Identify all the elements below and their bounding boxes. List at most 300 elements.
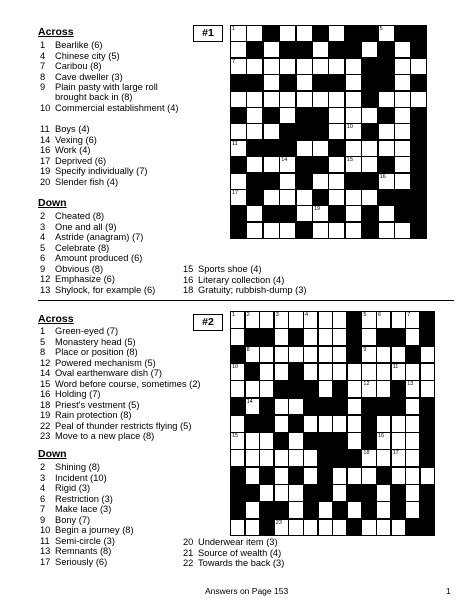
grid-cell[interactable]: [312, 41, 329, 58]
grid-cell[interactable]: [230, 380, 245, 398]
black-square: [246, 41, 263, 58]
grid-cell[interactable]: [259, 380, 274, 398]
grid-cell[interactable]: [405, 415, 420, 433]
grid-cell[interactable]: [391, 432, 406, 450]
clue-text: Underwear item (3): [198, 537, 278, 547]
grid-cell[interactable]: [328, 123, 345, 140]
grid-cell[interactable]: [303, 467, 318, 485]
grid-cell[interactable]: [405, 432, 420, 450]
grid-cell[interactable]: [245, 432, 260, 450]
black-square: [303, 484, 318, 502]
black-square: [361, 484, 376, 502]
grid-cell[interactable]: [420, 363, 435, 381]
grid-cell[interactable]: [230, 25, 247, 42]
grid-cell[interactable]: [274, 415, 289, 433]
grid-cell[interactable]: [328, 58, 345, 75]
grid-cell[interactable]: [288, 311, 303, 329]
clue-number: 20: [183, 537, 194, 547]
grid-cell[interactable]: [288, 484, 303, 502]
clue: [40, 72, 190, 82]
black-square: [288, 380, 303, 398]
clue: [40, 494, 220, 504]
crossword-grid[interactable]: [230, 311, 434, 536]
grid-cell[interactable]: [376, 415, 391, 433]
grid-cell[interactable]: [328, 222, 345, 239]
grid-cell[interactable]: [318, 380, 333, 398]
black-square: [394, 25, 411, 42]
grid-cell[interactable]: [391, 415, 406, 433]
grid-cell[interactable]: [332, 519, 347, 537]
grid-cell[interactable]: [361, 519, 376, 537]
grid-cell[interactable]: [259, 484, 274, 502]
grid-cell[interactable]: [274, 519, 289, 537]
grid-cell[interactable]: [378, 205, 395, 222]
grid-cell[interactable]: [376, 311, 391, 329]
grid-cell[interactable]: [361, 346, 376, 364]
grid-cell[interactable]: [394, 173, 411, 190]
grid-cell[interactable]: [394, 123, 411, 140]
cell-number: 16: [378, 433, 385, 440]
clue-text: Literary collection (4): [198, 274, 285, 285]
grid-cell[interactable]: [274, 311, 289, 329]
grid-cell[interactable]: [318, 346, 333, 364]
black-square: [361, 501, 376, 519]
grid-cell[interactable]: [246, 205, 263, 222]
grid-cell[interactable]: [303, 328, 318, 346]
clue: [40, 40, 190, 50]
grid-cell[interactable]: [279, 156, 296, 173]
grid-cell[interactable]: [230, 519, 245, 537]
grid-cell[interactable]: [332, 311, 347, 329]
grid-cell[interactable]: [245, 501, 260, 519]
grid-cell[interactable]: [410, 58, 427, 75]
black-square: [230, 222, 247, 239]
grid-cell[interactable]: [394, 91, 411, 108]
grid-cell[interactable]: [296, 25, 313, 42]
grid-cell[interactable]: [332, 346, 347, 364]
grid-cell[interactable]: [246, 91, 263, 108]
grid-cell[interactable]: [420, 380, 435, 398]
grid-cell[interactable]: [318, 501, 333, 519]
grid-cell[interactable]: [288, 398, 303, 416]
grid-cell[interactable]: [312, 173, 329, 190]
clue: [183, 537, 378, 547]
grid-cell[interactable]: [332, 415, 347, 433]
grid-cell[interactable]: [263, 74, 280, 91]
clue-text: Vexing (6): [55, 134, 97, 145]
grid-cell[interactable]: [361, 189, 378, 206]
grid-cell[interactable]: [378, 25, 395, 42]
grid-cell[interactable]: [391, 519, 406, 537]
cell-number: 1: [232, 312, 236, 318]
grid-cell[interactable]: [345, 222, 362, 239]
grid-cell[interactable]: [296, 58, 313, 75]
grid-cell[interactable]: [274, 484, 289, 502]
black-square: [394, 205, 411, 222]
grid-cell[interactable]: [279, 25, 296, 42]
clue-number: 16: [40, 389, 51, 399]
clue-number: 12: [40, 274, 51, 284]
grid-cell[interactable]: [263, 41, 280, 58]
black-square: [263, 205, 280, 222]
grid-cell[interactable]: [345, 140, 362, 157]
grid-cell[interactable]: [347, 467, 362, 485]
grid-cell[interactable]: [361, 107, 378, 124]
grid-cell[interactable]: [274, 467, 289, 485]
black-square: [312, 189, 329, 206]
grid-cell[interactable]: [296, 205, 313, 222]
grid-cell[interactable]: [391, 363, 406, 381]
clue: [40, 400, 235, 410]
grid-cell[interactable]: [230, 415, 245, 433]
black-square: [279, 140, 296, 157]
grid-cell[interactable]: [405, 380, 420, 398]
clue: [40, 410, 235, 420]
clue-text: Commercial establishment (4): [55, 103, 179, 113]
grid-cell[interactable]: [345, 123, 362, 140]
black-square: [274, 501, 289, 519]
grid-cell[interactable]: [347, 415, 362, 433]
grid-cell[interactable]: [312, 140, 329, 157]
grid-cell[interactable]: [245, 519, 260, 537]
grid-cell[interactable]: [279, 91, 296, 108]
grid-cell[interactable]: [312, 91, 329, 108]
clue: [40, 253, 220, 263]
grid-cell[interactable]: [376, 519, 391, 537]
grid-cell[interactable]: [303, 311, 318, 329]
grid-cell[interactable]: [312, 222, 329, 239]
clue-number: 8: [40, 71, 46, 82]
grid-cell[interactable]: [288, 449, 303, 467]
clue-text: Towards the back (3): [198, 558, 285, 568]
grid-cell[interactable]: [376, 432, 391, 450]
grid-cell[interactable]: [376, 380, 391, 398]
clue-text: Powered mechanism (5): [55, 357, 156, 368]
grid-cell[interactable]: [318, 328, 333, 346]
grid-cell[interactable]: [391, 311, 406, 329]
clue-number: 6: [40, 493, 46, 504]
grid-cell[interactable]: [312, 205, 329, 222]
grid-cell[interactable]: [230, 432, 245, 450]
grid-cell[interactable]: [361, 140, 378, 157]
grid-cell[interactable]: [318, 311, 333, 329]
grid-cell[interactable]: [328, 107, 345, 124]
clue-text: Astride (anagram) (7): [55, 232, 144, 242]
grid-cell[interactable]: [405, 449, 420, 467]
grid-cell[interactable]: [263, 58, 280, 75]
grid-cell[interactable]: [328, 173, 345, 190]
grid-cell[interactable]: [245, 449, 260, 467]
grid-cell[interactable]: [296, 189, 313, 206]
black-square: [263, 25, 280, 42]
black-square: [279, 205, 296, 222]
cell-number: 9: [363, 346, 367, 353]
grid-cell[interactable]: [246, 58, 263, 75]
grid-cell[interactable]: [405, 363, 420, 381]
clue-number: 18: [40, 399, 51, 410]
grid-cell[interactable]: [245, 398, 260, 416]
grid-cell[interactable]: [230, 311, 245, 329]
cell-number: 5: [379, 26, 383, 32]
clue: [40, 431, 235, 441]
cell-number: 11: [392, 363, 399, 370]
grid-cell[interactable]: [274, 449, 289, 467]
grid-cell[interactable]: [288, 346, 303, 364]
grid-cell[interactable]: [279, 222, 296, 239]
grid-cell[interactable]: [361, 363, 376, 381]
grid-cell[interactable]: [288, 501, 303, 519]
page-number: 1: [446, 586, 451, 596]
grid-cell[interactable]: [405, 398, 420, 416]
grid-cell[interactable]: [296, 91, 313, 108]
grid-cell[interactable]: [420, 346, 435, 364]
grid-cell[interactable]: [263, 91, 280, 108]
grid-cell[interactable]: [259, 346, 274, 364]
grid-cell[interactable]: [263, 156, 280, 173]
black-square: [410, 222, 427, 239]
black-square: [296, 107, 313, 124]
grid-cell[interactable]: [303, 415, 318, 433]
grid-cell[interactable]: [347, 432, 362, 450]
grid-cell[interactable]: [394, 140, 411, 157]
grid-cell[interactable]: [288, 432, 303, 450]
black-square: [347, 328, 362, 346]
black-square: [230, 398, 245, 416]
clue: [40, 337, 235, 347]
grid-cell[interactable]: [245, 380, 260, 398]
clue-number: 7: [40, 504, 46, 514]
grid-cell[interactable]: [391, 346, 406, 364]
clue-number: 16: [183, 274, 194, 285]
grid-cell[interactable]: [376, 449, 391, 467]
grid-cell[interactable]: [246, 25, 263, 42]
clue-text: Begin a journey (8): [55, 525, 134, 535]
black-square: [410, 74, 427, 91]
grid-cell[interactable]: [332, 363, 347, 381]
grid-cell[interactable]: [345, 91, 362, 108]
grid-cell[interactable]: [274, 328, 289, 346]
clue: [40, 166, 190, 176]
clue-number: 22: [40, 420, 51, 431]
grid-cell[interactable]: [303, 519, 318, 537]
grid-cell[interactable]: [378, 222, 395, 239]
down-heading: Down: [38, 448, 67, 460]
grid-cell[interactable]: [279, 58, 296, 75]
grid-cell[interactable]: [259, 311, 274, 329]
clue-text: Chinese city (5): [55, 50, 120, 61]
grid-cell[interactable]: [328, 91, 345, 108]
grid-cell[interactable]: [259, 449, 274, 467]
grid-cell[interactable]: [345, 107, 362, 124]
grid-cell[interactable]: [332, 467, 347, 485]
black-square: [303, 432, 318, 450]
grid-cell[interactable]: [347, 501, 362, 519]
grid-cell[interactable]: [347, 398, 362, 416]
clue: [40, 473, 220, 483]
clue: [40, 368, 235, 378]
grid-cell[interactable]: [288, 519, 303, 537]
grid-cell[interactable]: [345, 74, 362, 91]
black-square: [296, 156, 313, 173]
black-square: [376, 328, 391, 346]
grid-cell[interactable]: [394, 41, 411, 58]
grid-cell[interactable]: [345, 58, 362, 75]
grid-cell[interactable]: [361, 449, 376, 467]
black-square: [420, 415, 435, 433]
black-square: [420, 501, 435, 519]
grid-cell[interactable]: [274, 398, 289, 416]
black-square: [361, 173, 378, 190]
clue-number: 19: [40, 166, 51, 176]
clue-number: 23: [40, 431, 51, 441]
black-square: [405, 519, 420, 537]
grid-cell[interactable]: [274, 363, 289, 381]
black-square: [318, 398, 333, 416]
crossword-grid[interactable]: [230, 25, 427, 238]
grid-cell[interactable]: [361, 380, 376, 398]
grid-cell[interactable]: [394, 222, 411, 239]
black-square: [274, 380, 289, 398]
grid-cell[interactable]: [303, 346, 318, 364]
grid-cell[interactable]: [376, 346, 391, 364]
grid-cell[interactable]: [405, 328, 420, 346]
grid-cell[interactable]: [245, 467, 260, 485]
grid-cell[interactable]: [347, 363, 362, 381]
grid-cell[interactable]: [296, 74, 313, 91]
grid-cell[interactable]: [378, 123, 395, 140]
grid-cell[interactable]: [376, 484, 391, 502]
grid-cell[interactable]: [361, 311, 376, 329]
grid-cell[interactable]: [230, 328, 245, 346]
grid-cell[interactable]: [279, 173, 296, 190]
grid-cell[interactable]: [420, 467, 435, 485]
grid-cell[interactable]: [246, 107, 263, 124]
grid-cell[interactable]: [328, 25, 345, 42]
grid-cell[interactable]: [332, 328, 347, 346]
grid-cell[interactable]: [259, 363, 274, 381]
grid-cell[interactable]: [230, 123, 247, 140]
grid-cell[interactable]: [263, 222, 280, 239]
clue-text: Semi-circle (3): [55, 535, 115, 546]
grid-cell[interactable]: [230, 140, 247, 157]
grid-cell[interactable]: [361, 156, 378, 173]
grid-cell[interactable]: [230, 449, 245, 467]
grid-cell[interactable]: [279, 107, 296, 124]
grid-cell[interactable]: [391, 449, 406, 467]
grid-cell[interactable]: [245, 346, 260, 364]
grid-cell[interactable]: [230, 173, 247, 190]
grid-cell[interactable]: [279, 189, 296, 206]
grid-cell[interactable]: [394, 58, 411, 75]
clue-text: Rigid (3): [55, 483, 91, 493]
clue-number: 10: [40, 525, 51, 535]
clue-text: Seriously (6): [55, 556, 108, 567]
black-square: [328, 74, 345, 91]
black-square: [410, 156, 427, 173]
grid-cell[interactable]: [230, 58, 247, 75]
clue-text: Green-eyed (7): [55, 326, 119, 336]
clue-text: Amount produced (6): [55, 253, 143, 263]
grid-cell[interactable]: [347, 380, 362, 398]
black-square: [332, 380, 347, 398]
cell-number: 14: [281, 157, 288, 164]
clue-number: 4: [40, 483, 46, 493]
grid-cell[interactable]: [230, 41, 247, 58]
grid-cell[interactable]: [405, 501, 420, 519]
grid-cell[interactable]: [318, 519, 333, 537]
grid-cell[interactable]: [303, 449, 318, 467]
grid-cell[interactable]: [394, 74, 411, 91]
grid-cell[interactable]: [345, 156, 362, 173]
grid-cell[interactable]: [405, 467, 420, 485]
grid-cell[interactable]: [296, 140, 313, 157]
grid-cell[interactable]: [345, 189, 362, 206]
cell-number: 15: [346, 157, 353, 164]
clue: [40, 515, 220, 525]
grid-cell[interactable]: [378, 173, 395, 190]
grid-cell[interactable]: [312, 58, 329, 75]
clue-text: Remnants (8): [55, 546, 112, 556]
grid-cell[interactable]: [274, 346, 289, 364]
grid-cell[interactable]: [246, 123, 263, 140]
grid-cell[interactable]: [318, 363, 333, 381]
grid-cell[interactable]: [405, 311, 420, 329]
grid-cell[interactable]: [376, 501, 391, 519]
grid-cell[interactable]: [263, 189, 280, 206]
black-square: [332, 398, 347, 416]
grid-cell[interactable]: [410, 91, 427, 108]
grid-cell[interactable]: [345, 205, 362, 222]
grid-cell[interactable]: [378, 140, 395, 157]
grid-cell[interactable]: [378, 91, 395, 108]
grid-cell[interactable]: [230, 91, 247, 108]
grid-cell[interactable]: [394, 107, 411, 124]
grid-cell[interactable]: [328, 156, 345, 173]
clue-number: 11: [40, 535, 50, 546]
cell-number: 16: [379, 173, 386, 180]
grid-cell[interactable]: [394, 156, 411, 173]
clue-number: 13: [40, 546, 51, 556]
grid-cell[interactable]: [391, 467, 406, 485]
black-square: [361, 398, 376, 416]
grid-cell[interactable]: [332, 484, 347, 502]
grid-cell[interactable]: [263, 123, 280, 140]
grid-cell[interactable]: [361, 328, 376, 346]
grid-cell[interactable]: [361, 467, 376, 485]
grid-cell[interactable]: [230, 363, 245, 381]
grid-cell[interactable]: [259, 432, 274, 450]
black-square: [318, 484, 333, 502]
black-square: [347, 346, 362, 364]
grid-cell[interactable]: [318, 415, 333, 433]
clue-number: 19: [40, 410, 51, 420]
grid-cell[interactable]: [328, 189, 345, 206]
clue-number: 15: [183, 264, 194, 274]
grid-cell[interactable]: [405, 484, 420, 502]
black-square: [420, 432, 435, 450]
grid-cell[interactable]: [230, 189, 247, 206]
grid-cell[interactable]: [245, 311, 260, 329]
grid-cell[interactable]: [303, 363, 318, 381]
black-square: [394, 189, 411, 206]
grid-cell[interactable]: [246, 222, 263, 239]
grid-cell[interactable]: [246, 156, 263, 173]
grid-cell[interactable]: [361, 41, 378, 58]
black-square: [312, 25, 329, 42]
grid-cell[interactable]: [376, 363, 391, 381]
clue: [40, 124, 190, 134]
clue-text: Sports shoe (4): [198, 264, 262, 274]
